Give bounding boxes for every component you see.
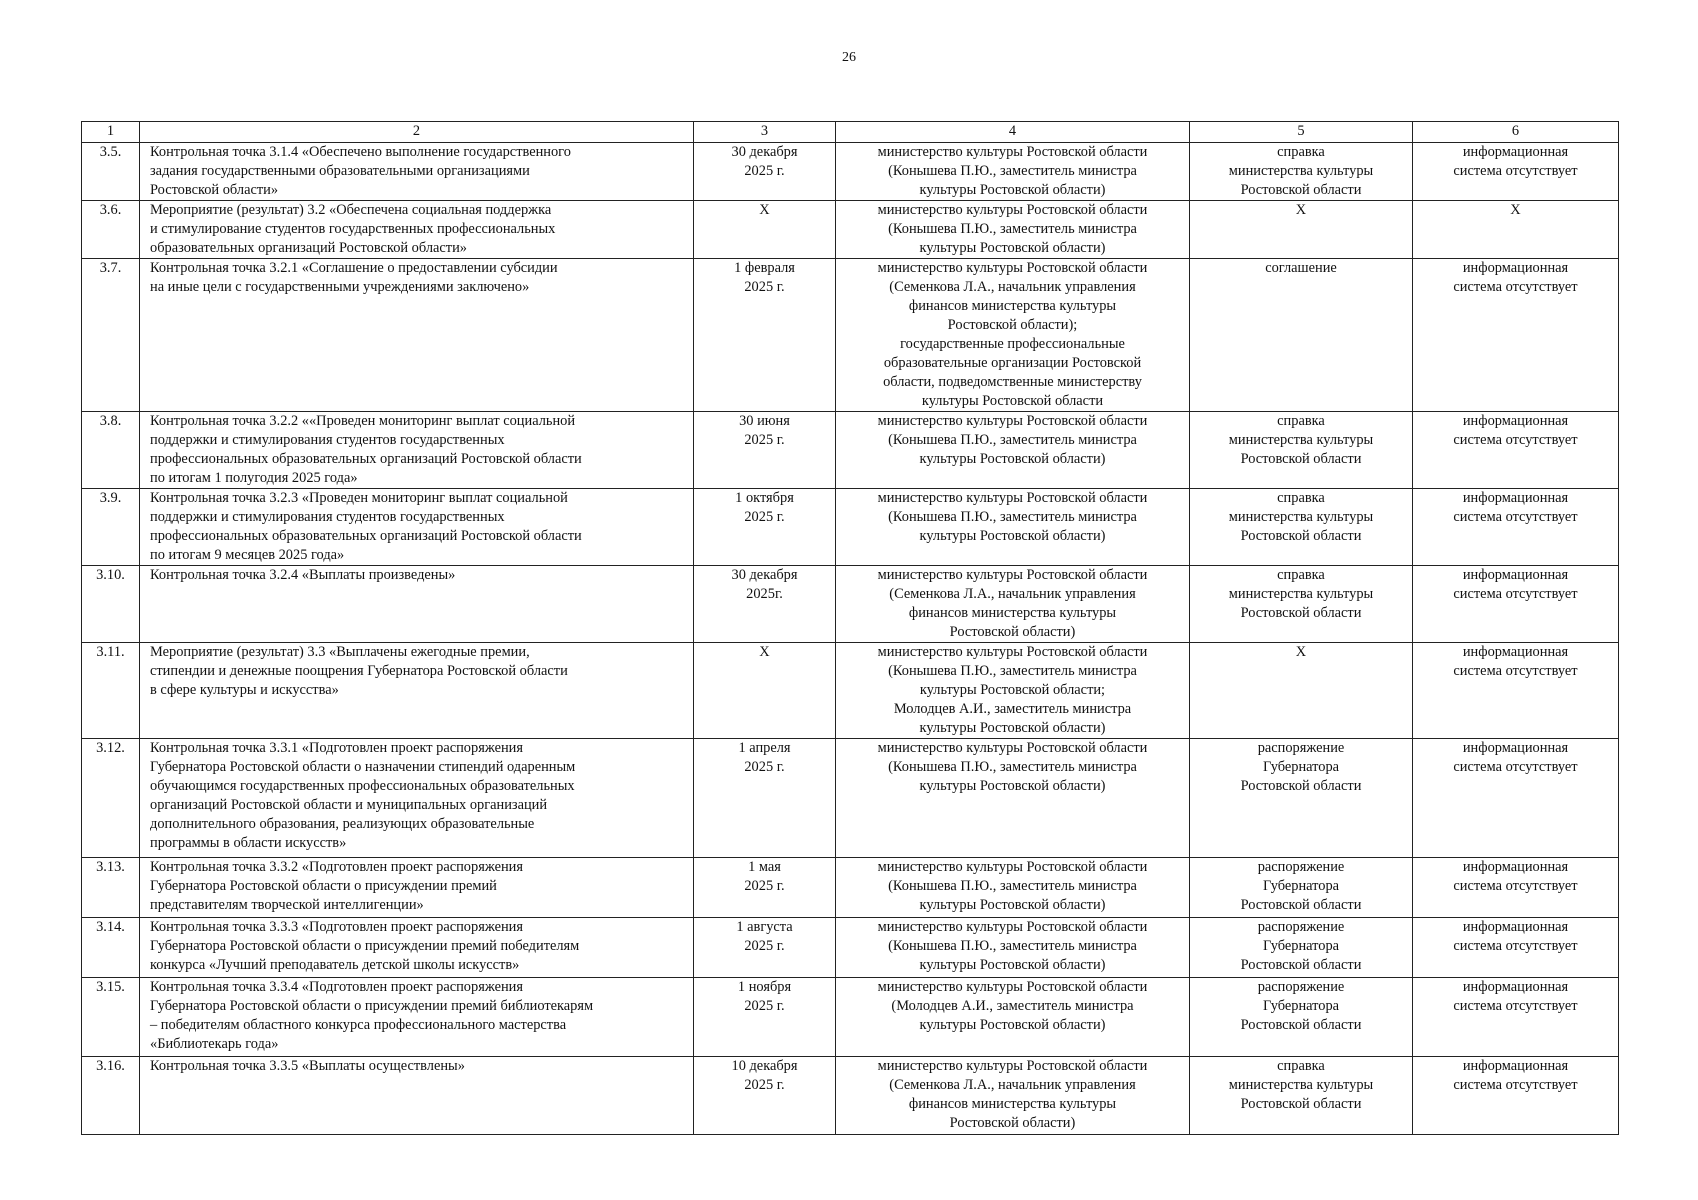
deadline: Х (759, 202, 770, 218)
document-type-cell (1190, 201, 1413, 259)
deadline-cell (694, 412, 836, 489)
row-number: 3.12. (96, 740, 125, 756)
event-name-cell (140, 259, 694, 412)
event-name: Контрольная точка 3.3.4 «Подготовлен проект распоряжения Губернатора Ростовской области о присуждении премий библиотекарям – победителям областного конкурса профессионального мастерства «Библиотекарь года» (150, 979, 594, 1052)
document-type-cell (1190, 1057, 1413, 1135)
row-number-cell (82, 1057, 140, 1135)
deadline: 1 мая 2025 г. (744, 859, 785, 894)
deadline-cell (694, 643, 836, 739)
responsible-cell (836, 143, 1190, 201)
responsible: министерство культуры Ростовской области (Конышева П.Ю., заместитель министра культуры Ростовской области) (877, 413, 1148, 467)
responsible-cell (836, 566, 1190, 643)
responsible: министерство культуры Ростовской области (Конышева П.Ю., заместитель министра культуры Ростовской области) (877, 919, 1148, 973)
deadline-cell (694, 201, 836, 259)
header-cell-4: 4 (836, 122, 1190, 143)
table-row (82, 739, 1619, 858)
row-number-cell (82, 918, 140, 978)
header-cell-1: 1 (82, 122, 140, 143)
info-system-cell (1413, 143, 1619, 201)
row-number: 3.10. (96, 567, 125, 583)
event-name-cell (140, 489, 694, 566)
row-number-cell (82, 643, 140, 739)
deadline: 30 июня 2025 г. (739, 413, 790, 448)
event-name: Контрольная точка 3.3.2 «Подготовлен проект распоряжения Губернатора Ростовской области о присуждении премий представителям творческой интеллигенции» (150, 859, 523, 913)
document-type: справка министерства культуры Ростовской области (1228, 144, 1374, 198)
deadline: Х (759, 644, 770, 660)
document-type-cell (1190, 489, 1413, 566)
responsible-cell (836, 918, 1190, 978)
deadline-cell (694, 918, 836, 978)
row-number: 3.11. (96, 644, 125, 660)
table-row (82, 858, 1619, 918)
row-number-cell (82, 489, 140, 566)
responsible: министерство культуры Ростовской области (Конышева П.Ю., заместитель министра культуры Ростовской области) (877, 490, 1148, 544)
info-system-cell (1413, 918, 1619, 978)
document-type-cell (1190, 858, 1413, 918)
event-name-cell (140, 643, 694, 739)
deadline: 1 августа 2025 г. (736, 919, 793, 954)
info-system: информационная система отсутствует (1453, 1058, 1578, 1093)
header-cell-5: 5 (1190, 122, 1413, 143)
row-number: 3.9. (99, 490, 122, 506)
deadline: 1 октября 2025 г. (735, 490, 794, 525)
info-system: информационная система отсутствует (1453, 567, 1578, 602)
info-system: информационная система отсутствует (1453, 859, 1578, 894)
document-type: распоряжение Губернатора Ростовской области (1240, 979, 1362, 1033)
event-name: Контрольная точка 3.2.1 «Соглашение о предоставлении субсидии на иные цели с государственными учреждениями заключено» (150, 260, 558, 295)
info-system: Х (1510, 202, 1521, 218)
document-type-cell (1190, 412, 1413, 489)
row-number-cell (82, 566, 140, 643)
info-system-cell (1413, 489, 1619, 566)
row-number-cell (82, 259, 140, 412)
deadline-cell (694, 739, 836, 858)
row-number: 3.13. (96, 859, 125, 875)
responsible-cell (836, 259, 1190, 412)
responsible: министерство культуры Ростовской области (Семенкова Л.А., начальник управления финансов министерства культуры Ростовской области); государственные профессиональные образовательные организации Ростовской области, подведомственные министерству культуры Ростовской области (877, 260, 1148, 409)
info-system-cell (1413, 739, 1619, 858)
responsible: министерство культуры Ростовской области (Конышева П.Ю., заместитель министра культуры Ростовской области) (877, 859, 1148, 913)
header-cell-2: 2 (140, 122, 694, 143)
deadline: 1 февраля 2025 г. (734, 260, 795, 295)
info-system-cell (1413, 858, 1619, 918)
info-system: информационная система отсутствует (1453, 979, 1578, 1014)
plan-table-body (82, 122, 1619, 1135)
deadline-cell (694, 1057, 836, 1135)
info-system-cell (1413, 201, 1619, 259)
row-number: 3.16. (96, 1058, 125, 1074)
info-system-cell (1413, 259, 1619, 412)
deadline-cell (694, 858, 836, 918)
table-row (82, 143, 1619, 201)
document-type: Х (1295, 644, 1307, 660)
deadline: 1 ноября 2025 г. (737, 979, 792, 1014)
document-type-cell (1190, 739, 1413, 858)
event-name: Контрольная точка 3.2.2 ««Проведен мониторинг выплат социальной поддержки и стимулирования студентов государственных профессиональных образовательных организаций Ростовской области по итогам 1 полугодия 2025 года» (150, 413, 582, 486)
deadline: 30 декабря 2025г. (731, 567, 798, 602)
row-number-cell (82, 978, 140, 1057)
event-name: Контрольная точка 3.2.3 «Проведен мониторинг выплат социальной поддержки и стимулирования студентов государственных профессиональных образовательных организаций Ростовской области по итогам 9 месяцев 2025 года» (150, 490, 582, 563)
event-name-cell (140, 143, 694, 201)
event-name: Контрольная точка 3.3.5 «Выплаты осуществлены» (150, 1058, 465, 1074)
row-number: 3.8. (99, 413, 122, 429)
info-system: информационная система отсутствует (1453, 740, 1578, 775)
document-type-cell (1190, 978, 1413, 1057)
document-type: соглашение (1265, 260, 1337, 276)
event-name-cell (140, 1057, 694, 1135)
header-row (82, 122, 1619, 143)
document-type: распоряжение Губернатора Ростовской области (1240, 740, 1362, 794)
event-name-cell (140, 739, 694, 858)
document-type-cell (1190, 643, 1413, 739)
document-type: справка министерства культуры Ростовской области (1228, 567, 1374, 621)
deadline: 1 апреля 2025 г. (738, 740, 791, 775)
event-name: Мероприятие (результат) 3.3 «Выплачены ежегодные премии, стипендии и денежные поощрения Губернатора Ростовской области в сфере культуры и искусства» (150, 644, 568, 698)
event-name: Контрольная точка 3.3.1 «Подготовлен проект распоряжения Губернатора Ростовской области о назначении стипендий одаренным обучающимся государственных профессиональных образовательных организаций Ростовской области и муниципальных организаций дополнительного образования, реализующих образовательные программы в области искусств» (150, 740, 576, 851)
responsible-cell (836, 1057, 1190, 1135)
deadline-cell (694, 259, 836, 412)
responsible: министерство культуры Ростовской области (Конышева П.Ю., заместитель министра культуры Ростовской области) (877, 740, 1148, 794)
responsible: министерство культуры Ростовской области (Молодцев А.И., заместитель министра культуры Ростовской области) (877, 979, 1148, 1033)
event-name-cell (140, 858, 694, 918)
document-type: распоряжение Губернатора Ростовской области (1240, 919, 1362, 973)
responsible: министерство культуры Ростовской области (Семенкова Л.А., начальник управления финансов министерства культуры Ростовской области) (877, 567, 1148, 640)
table-row (82, 918, 1619, 978)
row-number-cell (82, 201, 140, 259)
table-row (82, 566, 1619, 643)
table-row (82, 978, 1619, 1057)
document-type: справка министерства культуры Ростовской области (1228, 1058, 1374, 1112)
info-system-cell (1413, 412, 1619, 489)
document-type-cell (1190, 566, 1413, 643)
responsible-cell (836, 412, 1190, 489)
deadline-cell (694, 566, 836, 643)
info-system-cell (1413, 566, 1619, 643)
event-name: Контрольная точка 3.2.4 «Выплаты произведены» (150, 567, 456, 583)
document-type: справка министерства культуры Ростовской области (1228, 413, 1374, 467)
info-system: информационная система отсутствует (1453, 144, 1578, 179)
responsible: министерство культуры Ростовской области (Конышева П.Ю., заместитель министра культуры Ростовской области; Молодцев А.И., заместитель министра культуры Ростовской области) (877, 644, 1148, 736)
responsible-cell (836, 978, 1190, 1057)
header-cell-6: 6 (1413, 122, 1619, 143)
row-number-cell (82, 412, 140, 489)
document-type: распоряжение Губернатора Ростовской области (1240, 859, 1362, 913)
page-number: 26 (842, 50, 856, 65)
row-number: 3.15. (96, 979, 125, 995)
row-number-cell (82, 858, 140, 918)
info-system-cell (1413, 978, 1619, 1057)
row-number: 3.6. (99, 202, 122, 218)
table-row (82, 643, 1619, 739)
event-name-cell (140, 412, 694, 489)
event-name: Контрольная точка 3.3.3 «Подготовлен проект распоряжения Губернатора Ростовской области о присуждении премий победителям конкурса «Лучший преподаватель детской школы искусств» (150, 919, 580, 973)
deadline: 10 декабря 2025 г. (731, 1058, 798, 1093)
deadline-cell (694, 978, 836, 1057)
info-system-cell (1413, 1057, 1619, 1135)
row-number-cell (82, 739, 140, 858)
table-row (82, 259, 1619, 412)
event-name: Контрольная точка 3.1.4 «Обеспечено выполнение государственного задания государственными образовательными организациями Ростовской области» (150, 144, 571, 198)
row-number-cell (82, 143, 140, 201)
responsible-cell (836, 643, 1190, 739)
info-system: информационная система отсутствует (1453, 919, 1578, 954)
event-name-cell (140, 918, 694, 978)
responsible: министерство культуры Ростовской области (Конышева П.Ю., заместитель министра культуры Ростовской области) (877, 202, 1148, 256)
deadline-cell (694, 489, 836, 566)
plan-table (81, 121, 1619, 1135)
info-system: информационная система отсутствует (1453, 260, 1578, 295)
responsible: министерство культуры Ростовской области (Конышева П.Ю., заместитель министра культуры Ростовской области) (877, 144, 1148, 198)
table-row (82, 412, 1619, 489)
responsible-cell (836, 858, 1190, 918)
event-name-cell (140, 566, 694, 643)
deadline-cell (694, 143, 836, 201)
document-type: справка министерства культуры Ростовской области (1228, 490, 1374, 544)
info-system: информационная система отсутствует (1453, 413, 1578, 448)
document-type-cell (1190, 259, 1413, 412)
responsible: министерство культуры Ростовской области (Семенкова Л.А., начальник управления финансов министерства культуры Ростовской области) (877, 1058, 1148, 1131)
document-type: Х (1295, 202, 1307, 218)
responsible-cell (836, 739, 1190, 858)
document-type-cell (1190, 143, 1413, 201)
responsible-cell (836, 489, 1190, 566)
row-number: 3.14. (96, 919, 125, 935)
header-cell-3: 3 (694, 122, 836, 143)
event-name: Мероприятие (результат) 3.2 «Обеспечена социальная поддержка и стимулирование студентов государственных профессиональных образовательных организаций Ростовской области» (150, 202, 556, 256)
info-system: информационная система отсутствует (1453, 644, 1578, 679)
info-system-cell (1413, 643, 1619, 739)
table-row (82, 1057, 1619, 1135)
row-number: 3.7. (99, 260, 122, 276)
document-type-cell (1190, 918, 1413, 978)
info-system: информационная система отсутствует (1453, 490, 1578, 525)
responsible-cell (836, 201, 1190, 259)
table-row (82, 201, 1619, 259)
deadline: 30 декабря 2025 г. (731, 144, 798, 179)
event-name-cell (140, 201, 694, 259)
event-name-cell (140, 978, 694, 1057)
row-number: 3.5. (99, 144, 122, 160)
table-row (82, 489, 1619, 566)
